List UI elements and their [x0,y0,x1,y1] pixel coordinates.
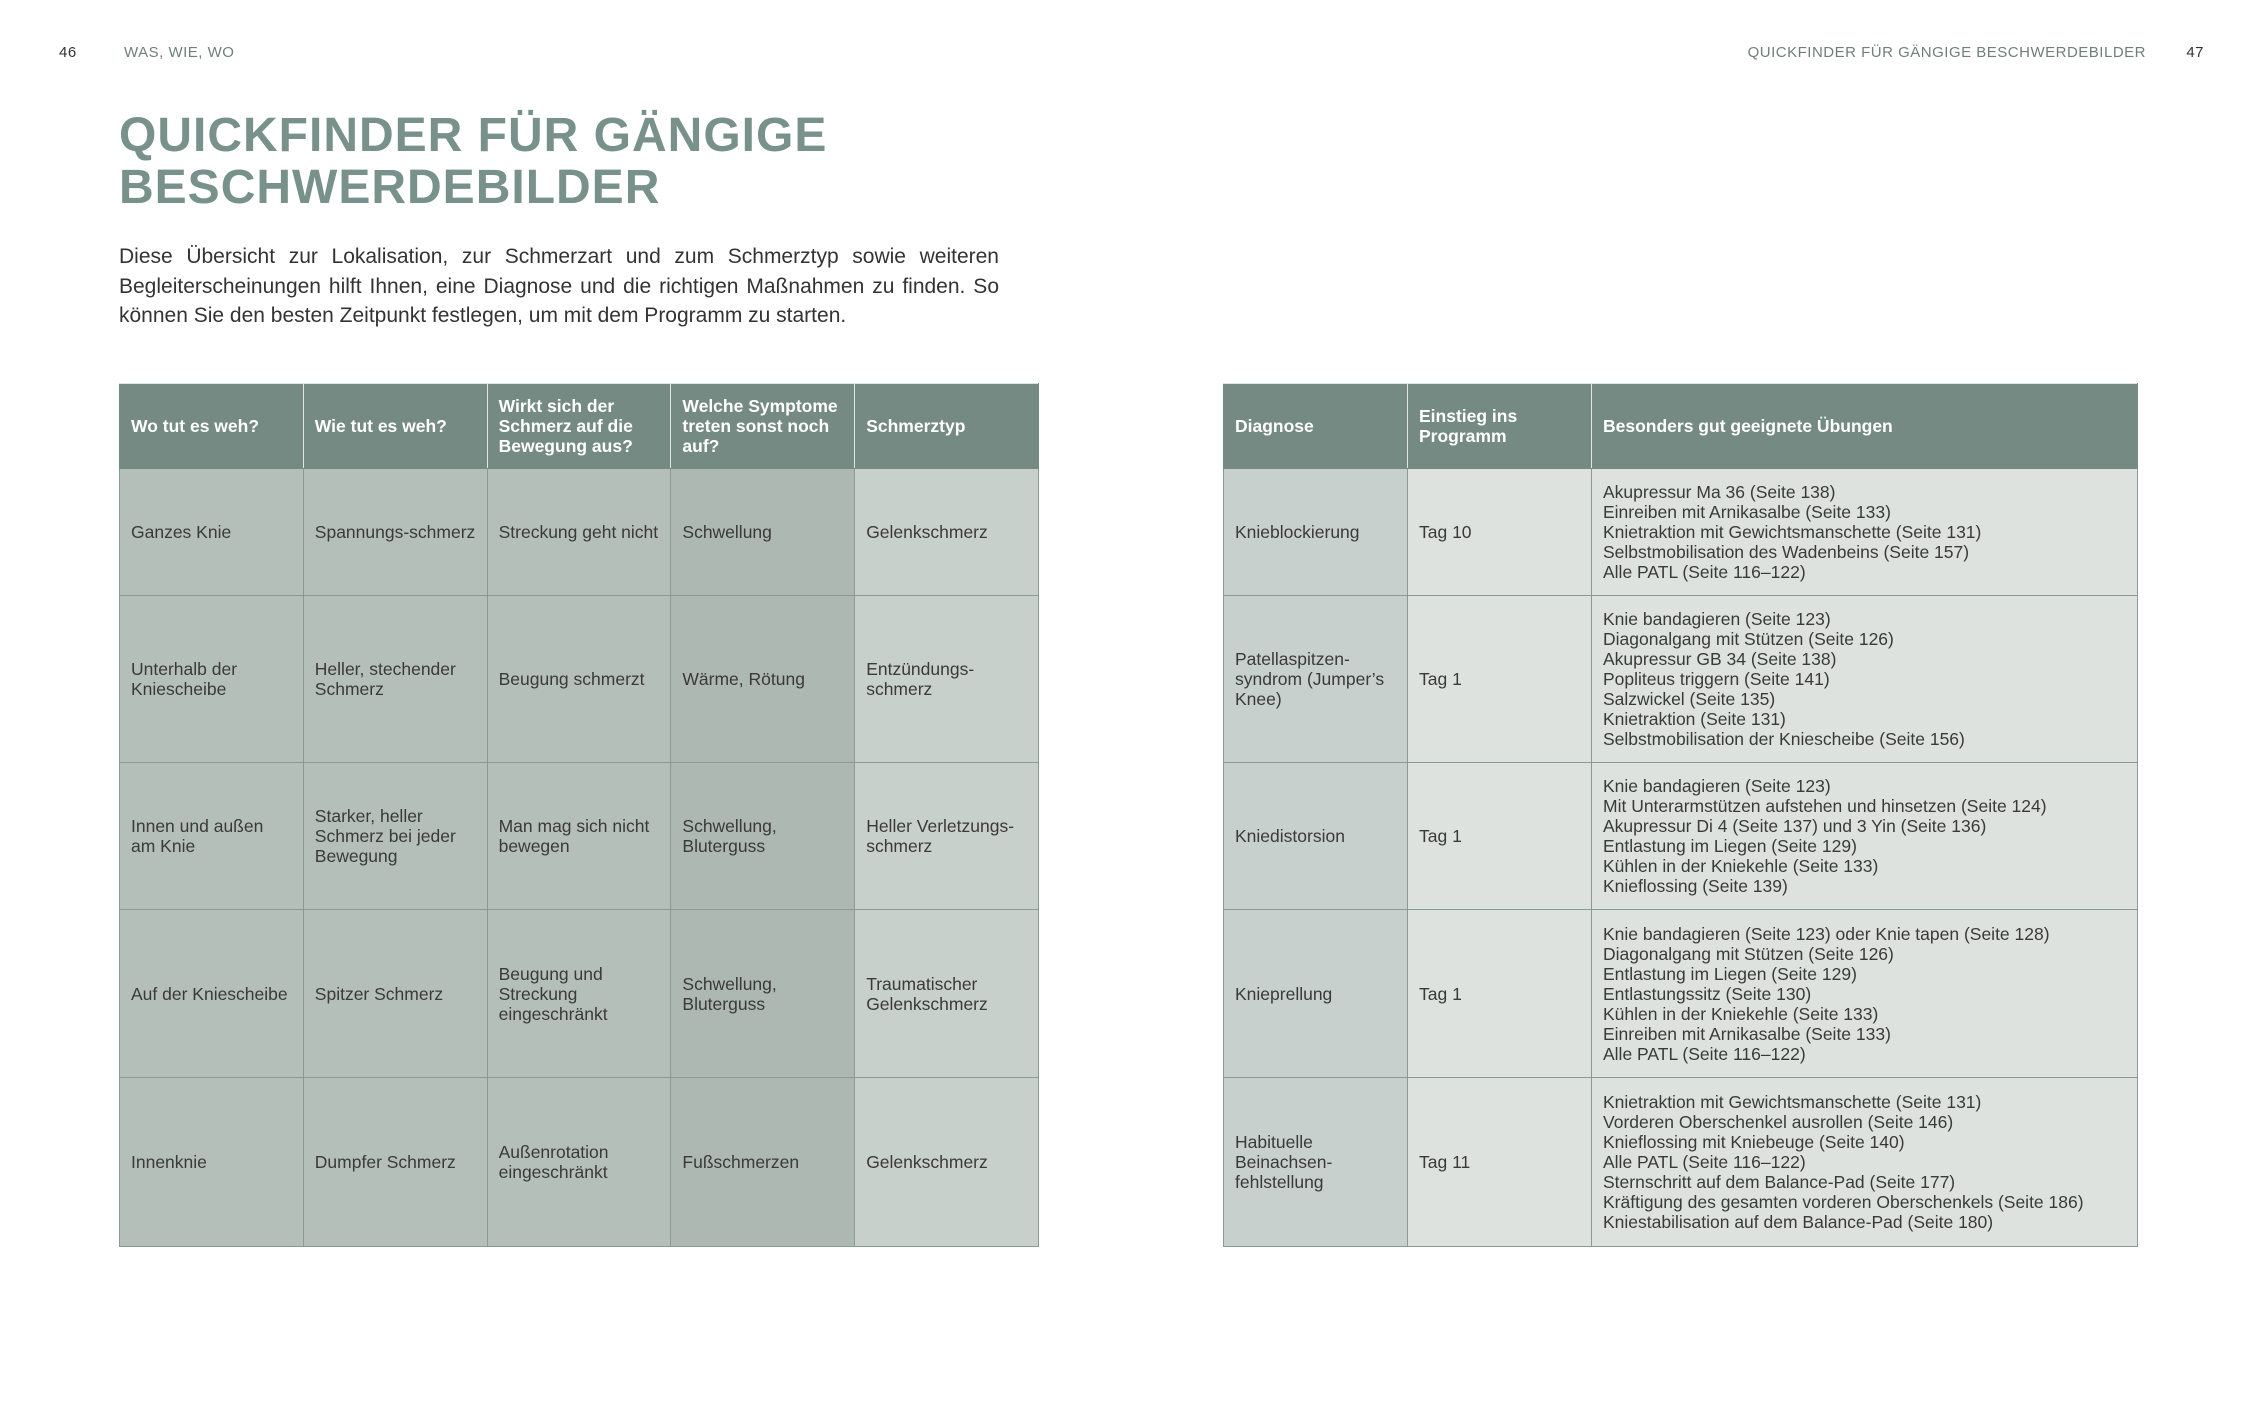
table-row [1224,1078,2138,1247]
exercise-item: Selbstmobilisation der Kniescheibe (Seite 156) [1603,729,1965,749]
exercise-item: Entlastungssitz (Seite 130) [1603,983,1812,1004]
exercise-item: Entlastung im Liegen (Seite 129) [1603,963,1857,984]
exercise-item: Knie bandagieren (Seite 123) oder Knie tapen (Seite 128) [1603,923,2050,944]
table-row [1224,596,2138,763]
table-cell: Beugung und Streckung eingeschränkt [487,910,671,1078]
running-header-left: WAS, WIE, WO [124,44,235,61]
table-cell: Auf der Kniescheibe [120,910,304,1078]
table-cell: Beugung schmerzt [487,596,671,763]
exercises-cell [1592,1078,2138,1247]
exercise-item: Knieflossing (Seite 139) [1603,876,1788,896]
diagnosis-cell: Habituelle Beinachsen-fehlstellung [1224,1078,1408,1247]
page-title: QUICKFINDER FÜR GÄNGIGE BESCHWERDEBILDER [119,109,828,214]
exercise-item: Diagonalgang mit Stützen (Seite 126) [1603,943,1894,964]
table-cell: Außenrotation eingeschränkt [487,1078,671,1247]
exercise-item: Knieflossing mit Kniebeuge (Seite 140) [1603,1132,1905,1152]
table-header-cell: Wirkt sich der Schmerz auf die Bewegung aus? [487,384,671,469]
exercise-item: Kühlen in der Kniekehle (Seite 133) [1603,856,1879,876]
exercise-item: Mit Unterarmstützen aufstehen und hinsetzen (Seite 124) [1603,796,2047,816]
diagnosis-cell: Knieblockierung [1224,469,1408,596]
table-row [120,1078,1039,1247]
table-header-cell: Schmerztyp [855,384,1039,469]
exercises-cell [1592,763,2138,910]
exercise-item: Akupressur GB 34 (Seite 138) [1603,649,1837,669]
table-header-cell: Einstieg ins Programm [1408,384,1592,469]
exercises-cell [1592,910,2138,1078]
start-day-cell: Tag 1 [1408,910,1592,1078]
table-cell: Innen und außen am Knie [120,763,304,910]
start-day-cell: Tag 11 [1408,1078,1592,1247]
diagnosis-cell: Patellaspitzen-syndrom (Jumper’s Knee) [1224,596,1408,763]
table-cell: Spitzer Schmerz [303,910,487,1078]
table-cell: Ganzes Knie [120,469,304,596]
exercises-cell [1592,469,2138,596]
exercise-item: Alle PATL (Seite 116–122) [1603,562,1806,582]
exercise-item: Knietraktion mit Gewichtsmanschette (Seite 131) [1603,1092,1982,1112]
exercise-item: Kühlen in der Kniekehle (Seite 133) [1603,1003,1879,1024]
exercise-item: Vorderen Oberschenkel ausrollen (Seite 146) [1603,1112,1954,1132]
exercise-item: Einreiben mit Arnikasalbe (Seite 133) [1603,1023,1891,1044]
table-cell: Heller, stechender Schmerz [303,596,487,763]
start-day-cell: Tag 1 [1408,763,1592,910]
table-row [120,910,1039,1078]
exercise-item: Entlastung im Liegen (Seite 129) [1603,836,1857,856]
page-number-left: 46 [59,44,77,61]
table-header-cell: Wo tut es weh? [120,384,304,469]
table-row [1224,469,2138,596]
table-cell: Heller Verletzungs-schmerz [855,763,1039,910]
table-cell: Innenknie [120,1078,304,1247]
start-day-cell: Tag 10 [1408,469,1592,596]
table-cell: Spannungs-schmerz [303,469,487,596]
table-cell: Streckung geht nicht [487,469,671,596]
start-day-cell: Tag 1 [1408,596,1592,763]
table-cell: Gelenkschmerz [855,469,1039,596]
exercise-item: Diagonalgang mit Stützen (Seite 126) [1603,629,1894,649]
exercise-item: Akupressur Ma 36 (Seite 138) [1603,482,1836,502]
table-header-cell: Besonders gut geeignete Übungen [1592,384,2138,469]
table-cell: Schwellung, Bluterguss [671,763,855,910]
exercise-item: Kniestabilisation auf dem Balance-Pad (Seite 180) [1603,1212,1994,1232]
table-row [120,596,1039,763]
exercise-item: Salzwickel (Seite 135) [1603,689,1776,709]
table-row [1224,763,2138,910]
table-cell: Schwellung, Bluterguss [671,910,855,1078]
exercises-cell [1592,596,2138,763]
exercise-item: Knie bandagieren (Seite 123) [1603,776,1831,796]
exercise-item: Sternschritt auf dem Balance-Pad (Seite 177) [1603,1172,1956,1192]
table-header-cell: Diagnose [1224,384,1408,469]
exercise-item: Popliteus triggern (Seite 141) [1603,669,1830,689]
diagnosis-cell: Knieprellung [1224,910,1408,1078]
symptom-table [119,383,1039,1247]
table-header-cell: Welche Symptome treten sonst noch auf? [671,384,855,469]
table-header-cell: Wie tut es weh? [303,384,487,469]
table-cell: Schwellung [671,469,855,596]
table-row [120,763,1039,910]
table-cell: Traumatischer Gelenkschmerz [855,910,1039,1078]
diagnosis-table [1223,383,2138,1247]
diagnosis-cell: Kniedistorsion [1224,763,1408,910]
exercise-item: Knie bandagieren (Seite 123) [1603,609,1831,629]
table-cell: Unterhalb der Kniescheibe [120,596,304,763]
exercise-item: Selbstmobilisation des Wadenbeins (Seite 157) [1603,542,1970,562]
exercise-item: Kräftigung des gesamten vorderen Oberschenkels (Seite 186) [1603,1192,2084,1212]
table-row [1224,910,2138,1078]
exercise-item: Alle PATL (Seite 116–122) [1603,1152,1806,1172]
table-cell: Wärme, Rötung [671,596,855,763]
page-number-right: 47 [2186,44,2204,61]
exercise-item: Alle PATL (Seite 116–122) [1603,1043,1806,1064]
table-cell: Fußschmerzen [671,1078,855,1247]
exercise-item: Einreiben mit Arnikasalbe (Seite 133) [1603,502,1891,522]
table-cell: Entzündungs-schmerz [855,596,1039,763]
table-cell: Starker, heller Schmerz bei jeder Bewegung [303,763,487,910]
exercise-item: Knietraktion (Seite 131) [1603,709,1786,729]
running-header-right: QUICKFINDER FÜR GÄNGIGE BESCHWERDEBILDER [1747,44,2146,61]
intro-paragraph: Diese Übersicht zur Lokalisation, zur Schmerzart und zum Schmerztyp sowie weiteren Begleiterscheinungen hilft Ihnen, eine Diagnose und die richtigen Maßnahmen zu finden. So können Sie den besten Zeitpunkt festlegen, um mit dem Programm zu starten. [119,245,999,327]
table-cell: Gelenkschmerz [855,1078,1039,1247]
exercise-item: Akupressur Di 4 (Seite 137) und 3 Yin (Seite 136) [1603,816,1987,836]
exercise-item: Knietraktion mit Gewichtsmanschette (Seite 131) [1603,522,1982,542]
table-row [120,469,1039,596]
table-cell: Man mag sich nicht bewegen [487,763,671,910]
table-cell: Dumpfer Schmerz [303,1078,487,1247]
